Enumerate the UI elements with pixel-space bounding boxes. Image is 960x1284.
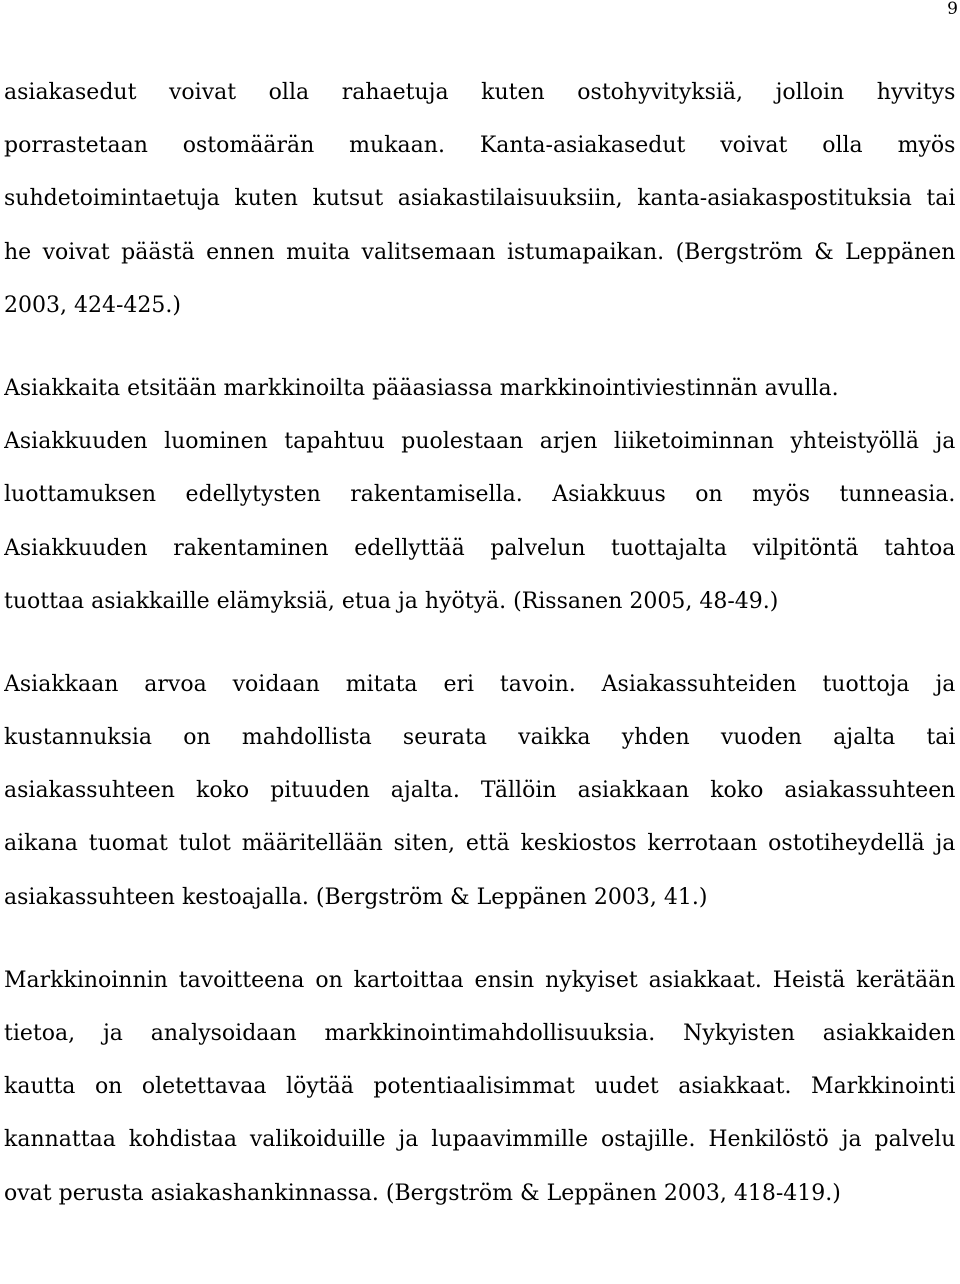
text-line: tuottaa asiakkaille elämyksiä, etua ja hyötyä. (Rissanen 2005, 48-49.) xyxy=(4,588,779,614)
text-line: Asiakkaan arvoa voidaan mitata eri tavoin. Asiakassuhteiden tuottoja ja xyxy=(4,671,956,697)
paragraph xyxy=(4,374,956,617)
text-line: kannattaa kohdistaa valikoiduille ja lupaavimmille ostajille. Henkilöstö ja palvelu xyxy=(4,1127,956,1153)
text-line: Asiakkuuden luominen tapahtuu puolestaan arjen liiketoiminnan yhteistyöllä ja xyxy=(4,429,956,455)
text-line: aikana tuomat tulot määritellään siten, että keskiostos kerrotaan ostotiheydellä ja xyxy=(4,831,956,857)
body-text xyxy=(4,78,956,1209)
text-line: suhdetoimintaetuja kuten kutsut asiakastilaisuuksiin, kanta-asiakaspostituksia tai xyxy=(4,186,956,212)
text-line: 2003, 424-425.) xyxy=(4,292,181,318)
text-line: asiakasedut voivat olla rahaetuja kuten ostohyvityksiä, jolloin hyvitys xyxy=(4,80,956,105)
text-line: asiakassuhteen kestoajalla. (Bergström & Leppänen 2003, 41.) xyxy=(4,884,708,910)
text-line: kustannuksia on mahdollista seurata vaikka yhden vuoden ajalta tai xyxy=(4,725,956,751)
text-line: Markkinoinnin tavoitteena on kartoittaa ensin nykyiset asiakkaat. Heistä kerätään xyxy=(4,967,956,993)
text-line: porrastetaan ostomäärän mukaan. Kanta-asiakasedut voivat olla myös xyxy=(4,133,956,159)
text-line: kautta on oletettavaa löytää potentiaalisimmat uudet asiakkaat. Markkinointi xyxy=(4,1074,956,1100)
paragraph xyxy=(4,966,956,1209)
text-line: ovat perusta asiakashankinnassa. (Bergström & Leppänen 2003, 418-419.) xyxy=(4,1180,841,1206)
text-line: he voivat päästä ennen muita valitsemaan istumapaikan. (Bergström & Leppänen xyxy=(4,239,956,265)
text-line: asiakassuhteen koko pituuden ajalta. Tällöin asiakkaan koko asiakassuhteen xyxy=(4,778,956,804)
text-line: Asiakkuuden rakentaminen edellyttää palvelun tuottajalta vilpitöntä tahtoa xyxy=(4,535,956,561)
text-line: Asiakkaita etsitään markkinoilta pääasiassa markkinointiviestinnän avulla. xyxy=(4,375,839,401)
text-line: tietoa, ja analysoidaan markkinointimahdollisuuksia. Nykyisten asiakkaiden xyxy=(4,1021,956,1046)
text-line: luottamuksen edellytysten rakentamisella. Asiakkuus on myös tunneasia. xyxy=(4,482,956,508)
page-number: 9 xyxy=(947,0,958,19)
paragraph xyxy=(4,78,956,321)
paragraph xyxy=(4,670,956,913)
